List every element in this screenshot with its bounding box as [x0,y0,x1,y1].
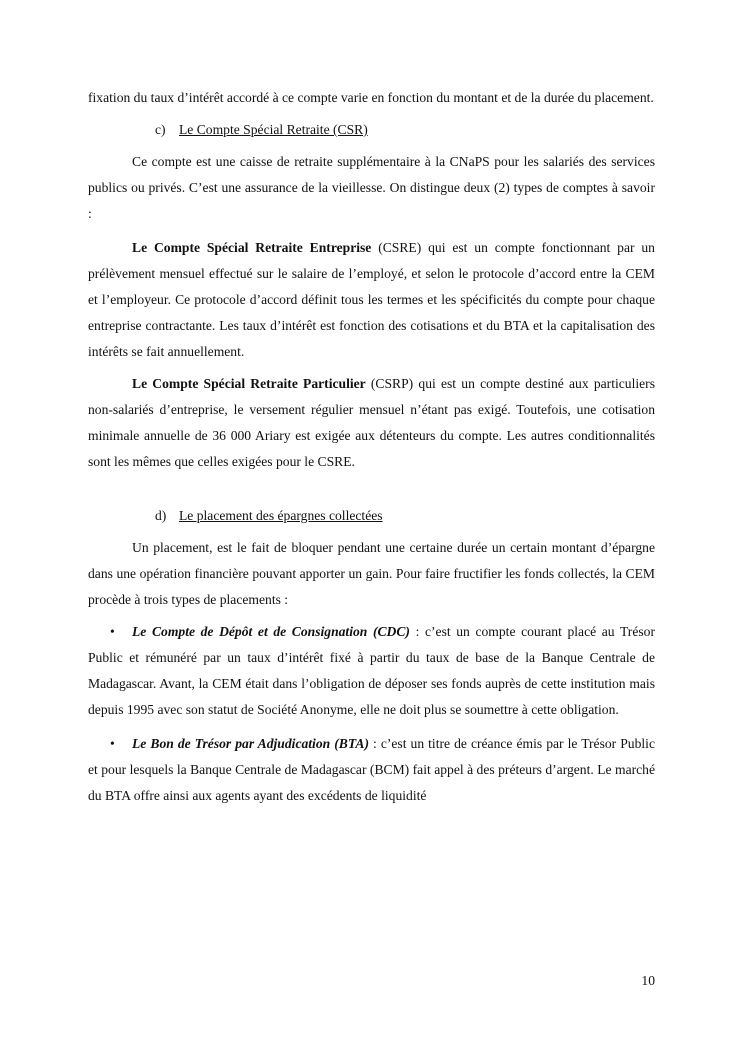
csre-title: Le Compte Spécial Retraite Entreprise [132,240,372,255]
csre-text: (CSRE) qui est un compte fonctionnant par un prélèvement mensuel effectué sur le salaire de l’employé, et selon le protocole d’accord entre la CEM et l’employeur. Ce protocole d’accord définit tous les termes et les spécificités du compte pour chaque entreprise contractante. Les taux d’intérêt est fonction des cotisations et du BTA et la capitalisation des intérêts se fait annuellement. [88,240,655,359]
section-heading-d [155,503,655,529]
heading-c-letter: c) [155,122,166,137]
bullet-icon: • [110,736,115,751]
csrp-text: (CSRP) qui est un compte destiné aux particuliers non-salariés d’entreprise, le versement régulier mensuel n’étant pas exigé. Toutefois, une cotisation minimale annuelle de 36 000 Ariary est exigée aux détenteurs du compte. Les autres conditionnalités sont les mêmes que celles exigées pour le CSRE. [88,376,655,469]
bta-title: Le Bon de Trésor par Adjudication (BTA) [132,736,369,751]
paragraph-placement: Un placement, est le fait de bloquer pendant une certaine durée un certain montant d’épargne dans une opération financière pouvant apporter un gain. Pour faire fructifier les fonds collectés, la CEM procède à trois types de placements : [88,540,655,607]
bta-text: : c’est un titre de créance émis par le Trésor Public et pour lesquels la Banque Centrale de Madagascar (BCM) fait appel à des préteurs d’argent. Le marché du BTA offre ainsi aux agents ayant des excédents de liquidité [88,736,655,803]
cdc-title: Le Compte de Dépôt et de Consignation (CDC) [132,624,410,639]
heading-c-title: Le Compte Spécial Retraite (CSR) [179,122,368,137]
cdc-text: : c’est un compte courant placé au Trésor Public et rémunéré par un taux d’intérêt fixé à partir du taux de base de la Banque Centrale de Madagascar. Avant, la CEM était dans l’obligation de déposer ses fonds auprès de cette institution mais depuis 1995 avec son statut de Société Anonyme, elle ne doit plus se soumettre à cette obligation. [88,624,655,717]
page-number: 10 [641,973,655,988]
bullet-icon: • [110,624,115,639]
heading-d-letter: d) [155,508,167,523]
section-heading-c [155,117,655,143]
paragraph-csrp [88,371,655,475]
bullet-item-cdc [88,619,655,723]
paragraph-csr: Ce compte est une caisse de retraite supplémentaire à la CNaPS pour les salariés des services publics ou privés. C’est une assurance de la vieillesse. On distingue deux (2) types de comptes à savoir : [88,154,655,221]
paragraph-intro: fixation du taux d’intérêt accordé à ce compte varie en fonction du montant et de la durée du placement. [88,90,654,105]
bullet-item-bta [88,731,655,809]
heading-d-title: Le placement des épargnes collectées [179,508,383,523]
paragraph-csre [88,235,655,365]
csrp-title: Le Compte Spécial Retraite Particulier [132,376,366,391]
document-page [88,85,655,809]
